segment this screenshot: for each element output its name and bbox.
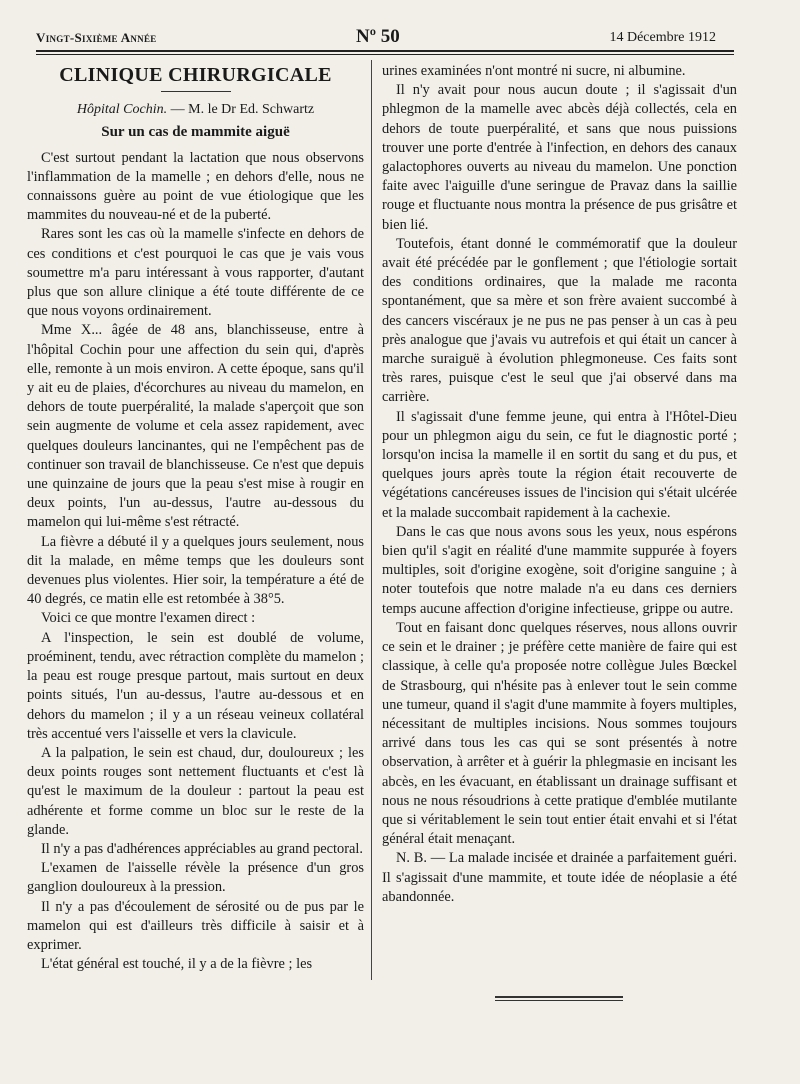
header-rule-thin bbox=[36, 54, 734, 55]
left-column bbox=[27, 62, 364, 974]
column-divider bbox=[371, 60, 372, 980]
paragraph: La fièvre a débuté il y a quelques jours seulement, nous dit la malade, en même temps que les douleurs sont devenues plus violentes. Hier soir, la température a été de 40 degrés, ce matin elle est retombée à 38°5. bbox=[27, 533, 364, 608]
header-rule bbox=[36, 50, 734, 52]
paragraph: Il n'y a pas d'écoulement de sérosité ou de pus par le mamelon qui est d'ailleurs très difficile à saisir et à exprimer. bbox=[27, 898, 364, 953]
paragraph: urines examinées n'ont montré ni sucre, ni albumine. bbox=[382, 63, 686, 79]
article-subtitle: Sur un cas de mammite aiguë bbox=[101, 124, 290, 141]
paragraph: A l'inspection, le sein est doublé de volume, proéminent, tendu, avec rétraction complète du mamelon ; la peau est rouge presque partout, mais surtout en deux points situés, l'un au-dessus, l'autre au-dessous et en dehors du mamelon ; il y a un réseau veineux collatéral très accentué vers l'aisselle et vers la clavicule. bbox=[27, 629, 364, 742]
paragraph: N. B. — La malade incisée et drainée a parfaitement guéri. Il s'agissait d'une mammite, et toute idée de néoplasie a été abandonnée. bbox=[382, 850, 737, 905]
issue-number: Nº 50 bbox=[356, 26, 400, 47]
paragraph: C'est surtout pendant la lactation que nous observons l'inflammation de la mamelle ; en dehors d'elle, nous ne connaissons guère au point de vue étiologique que les mammites du nouveau-né et de la puberté. bbox=[27, 149, 364, 224]
paragraph: Toutefois, étant donné le commémoratif que la douleur avait été précédée par le gonflement ; que l'étiologie sortait des conditions ordinaires, que la malade me raconta spontanément, que sa mère et son frère avaient succombé à des cancers viscéraux je ne pus ne pas penser à un cas à peu près analogue que j'avais vu autrefois et qui était un cancer à marche suraiguë à évolution phlegmoneuse. Ces faits sont très rares, puisque c'est le seul que j'ai observé dans ma carrière. bbox=[382, 235, 737, 406]
paragraph: Mme X... âgée de 48 ans, blanchisseuse, entre à l'hôpital Cochin pour une affection du sein qui, d'après elle, remonte à un mois environ. A cette époque, sans qu'il y ait eu de plaies, d'écorchures au niveau du mamelon, en dehors de toute puerpéralité, la malade s'aperçoit que son sein augmente de volume et cela assez rapidement, avec quelques douleurs lancinantes, qui ne l'empêchent pas de continuer son travail de blanchisseuse. Ce n'est que depuis une quinzaine de jours que la peau s'est mise à rougir en deux points, l'un au-dessus, l'autre au-dessous du mamelon qui lui-même s'est rétracté. bbox=[27, 322, 364, 531]
byline-hospital: Hôpital Cochin. bbox=[76, 102, 168, 118]
end-rule-thin bbox=[495, 1000, 623, 1001]
paragraph: Rares sont les cas où la mamelle s'infecte en dehors de ces conditions et c'est pourquoi le cas que je vais vous soumettre m'a paru intéressant à vous rapporter, d'autant plus que son allure clinique a été toute différente de ce que nous voyons ordinairement. bbox=[27, 226, 364, 320]
section-title: CLINIQUE CHIRURGICALE bbox=[59, 64, 332, 86]
paragraph: Voici ce que montre l'examen direct : bbox=[41, 610, 256, 627]
right-column bbox=[382, 62, 737, 907]
paragraph: A la palpation, le sein est chaud, dur, douloureux ; les deux points rouges sont nettement fluctuants et c'est là qu'est le maximum de la douleur : partout la peau est adhérente et forme comme un bloc sur le reste de la glande. bbox=[27, 744, 364, 838]
volume-year: Vingt-Sixième Année bbox=[36, 30, 157, 45]
paragraph: Dans le cas que nous avons sous les yeux, nous espérons bien qu'il s'agit en réalité d'une mammite suppurée à foyers multiples, soit d'origine exogène, soit d'origine sanguine ; à noter toutefois que notre malade n'a eu dans ces derniers temps aucune affection d'origine infectieuse, grippe ou autre. bbox=[382, 523, 737, 617]
byline-author: — M. le Dr Ed. Schwartz bbox=[170, 102, 315, 118]
paragraph: Il n'y a pas d'adhérences appréciables au grand pectoral. bbox=[41, 840, 364, 857]
byline bbox=[27, 100, 364, 119]
paragraph: Tout en faisant donc quelques réserves, nous allons ouvrir ce sein et le drainer ; je préfère cette manière de faire qui est classique, à celle qu'a proposée notre collègue Jules Bœckel de Strasbourg, qui n'hésite pas à enlever tout le sein comme une tumeur, quand il s'agit d'une mammite à foyers multiples, nécessitant de multiples incisions. Nous sommes toujours arrivé dans tous les cas qui se sont présentés à notre observation, à arrêter et à guérir la phlegmasie en incisant les abcès, en les évacuant, en établissant un drainage suffisant et nous ne nous résoudrions à cette pratique d'emblée mutilante que si véritablement le sein tout entier était envahi et si l'état général était menaçant. bbox=[382, 619, 737, 848]
paragraph: Il s'agissait d'une femme jeune, qui entra à l'Hôtel-Dieu pour un phlegmon aigu du sein, ce fut le diagnostic porté ; lorsqu'on incisa la mamelle il en sortit du sang et du pus, et quelques jours après toute la région était recouverte de végétations cancéreuses issues de l'incision qui s'était ulcérée et la malade succombait rapidement à la cachexie. bbox=[382, 408, 737, 521]
paragraph: Il n'y avait pour nous aucun doute ; il s'agissait d'un phlegmon de la mamelle avec abcès déjà collectés, cela en dehors de toute puerpéralité, et sans que nous puissions trouver une porte d'entrée à l'infection, en dehors des canaux galactophores ouverts au niveau du mamelon. Une ponction faite avec l'aiguille d'une seringue de Pravaz dans la saillie rouge et fluctuante nous montra la présence de pus grisâtre et bien lié. bbox=[382, 82, 737, 233]
end-rule bbox=[495, 996, 623, 998]
page-header bbox=[36, 26, 716, 50]
paragraph: L'état général est touché, il y a de la fièvre ; les bbox=[41, 956, 313, 973]
paragraph: L'examen de l'aisselle révèle la présence d'un gros ganglion douloureux à la pression. bbox=[27, 860, 364, 896]
issue-date: 14 Décembre 1912 bbox=[609, 30, 716, 45]
title-rule bbox=[161, 91, 231, 92]
